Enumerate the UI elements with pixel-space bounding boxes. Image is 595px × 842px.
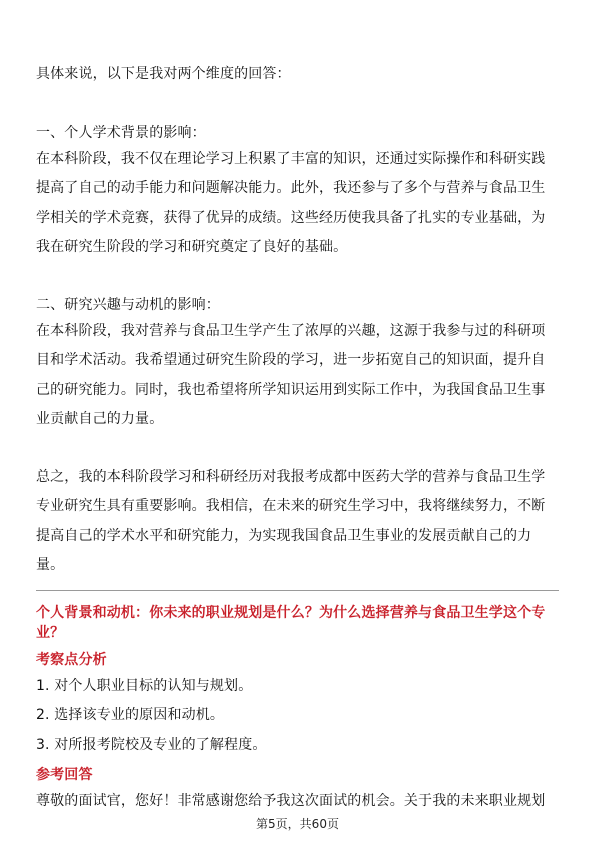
analysis-heading: 考察点分析 [36, 652, 107, 668]
section2-line: 目和学术活动。我希望通过研究生阶段的学习，进一步拓宽自己的知识面，提升自 [36, 352, 546, 368]
analysis-item: 3. 对所报考院校及专业的了解程度。 [36, 737, 267, 753]
section2-heading: 二、研究兴趣与动机的影响： [36, 297, 220, 313]
section1-line: 提高了自己的动手能力和问题解决能力。此外，我还参与了多个与营养与食品卫生 [36, 180, 546, 196]
analysis-item: 1. 对个人职业目标的认知与规划。 [36, 678, 253, 694]
conclusion-line: 总之，我的本科阶段学习和科研经历对我报考成都中医药大学的营养与食品卫生学 [36, 469, 546, 485]
analysis-item: 2. 选择该专业的原因和动机。 [36, 707, 225, 723]
conclusion-line: 提高自己的学术水平和研究能力，为实现我国食品卫生事业的发展贡献自己的力 [36, 528, 532, 544]
question-title: 个人背景和动机：你未来的职业规划是什么？为什么选择营养与食品卫生学这个专 [36, 605, 546, 621]
answer-text: 尊敬的面试官，您好！非常感谢您给予我这次面试的机会。关于我的未来职业规划 [36, 793, 546, 809]
section1-line: 我在研究生阶段的学习和研究奠定了良好的基础。 [36, 239, 348, 255]
question-title: 业？ [36, 625, 65, 641]
conclusion-line: 专业研究生具有重要影响。我相信，在未来的研究生学习中，我将继续努力，不断 [36, 498, 546, 514]
section1-heading: 一、个人学术背景的影响： [36, 125, 206, 141]
section2-line: 己的研究能力。同时，我也希望将所学知识运用到实际工作中，为我国食品卫生事 [36, 382, 546, 398]
section2-line: 在本科阶段，我对营养与食品卫生学产生了浓厚的兴趣，这源于我参与过的科研项 [36, 323, 546, 339]
section1-line: 学相关的学术竞赛，获得了优异的成绩。这些经历使我具备了扎实的专业基础，为 [36, 210, 546, 226]
conclusion-line: 量。 [36, 557, 65, 573]
intro-text: 具体来说，以下是我对两个维度的回答： [36, 66, 291, 82]
section1-line: 在本科阶段，我不仅在理论学习上积累了丰富的知识，还通过实际操作和科研实践 [36, 151, 546, 167]
section-divider [36, 590, 559, 591]
page-number: 第5页，共60页 [256, 817, 339, 831]
section2-line: 业贡献自己的力量。 [36, 411, 164, 427]
answer-heading: 参考回答 [36, 767, 93, 783]
